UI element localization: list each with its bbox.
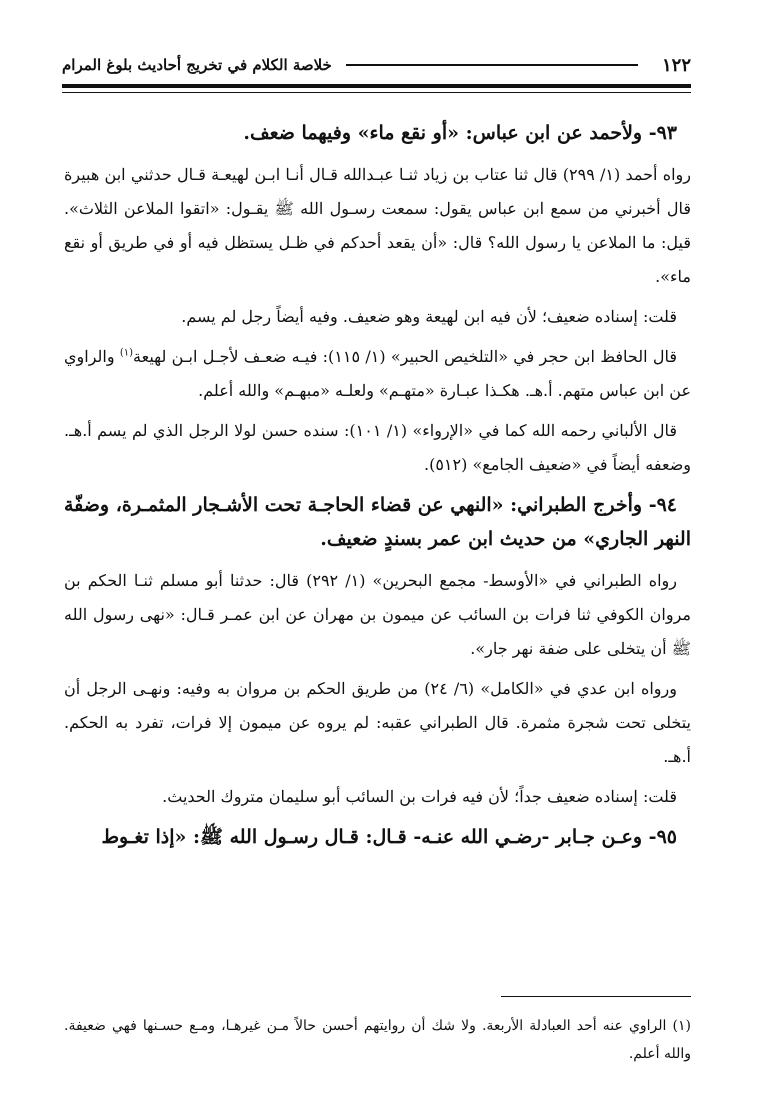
header-divider bbox=[346, 64, 638, 66]
footnotes bbox=[64, 1012, 691, 1068]
ibn-hajar-text-1: قال الحافظ ابن حجر في «التلخيص الحبير» (١/ ١١٥): فيـه ضعـف لأجـل ابـن لهيعة bbox=[133, 347, 677, 366]
page-header bbox=[62, 52, 691, 78]
hadith-94-heading: ٩٤- وأخرج الطبراني: «النهي عن قضاء الحاجـة تحت الأشـجار المثمـرة، وضفّة النهر الجاري» من حديث ابن عمر بسندٍ ضعيف. bbox=[64, 494, 691, 550]
footnote-marker-1: (١) bbox=[119, 347, 134, 359]
paragraph-albani: قال الألباني رحمه الله كما في «الإرواء» (١/ ١٠١): سنده حسن لولا الرجل الذي لم يسم أ.هـ. وضعفه أيضاً في «ضعيف الجامع» (٥١٢). bbox=[64, 421, 691, 474]
running-title: خلاصة الكلام في تخريج أحاديث بلوغ المرام bbox=[62, 56, 332, 74]
paragraph-ibn-hajar bbox=[64, 340, 691, 408]
ibn-hajar-text-2: والراوي عن ابن عباس متهم. أ.هـ. هكـذا عبـارة «متهـم» ولعلـه «مبهـم» والله أعلم. bbox=[64, 347, 691, 400]
hadith-95-heading: ٩٥- وعـن جـابر -رضـي الله عنـه- قـال: قـال رسـول الله ﷺ: «إذا تغـوط bbox=[101, 826, 677, 848]
header-rule-thick bbox=[62, 84, 691, 88]
paragraph-grading-94: قلت: إسناده ضعيف جداً؛ لأن فيه فرات بن السائب أبو سليمان متروك الحديث. bbox=[162, 787, 677, 806]
header-rule-thin bbox=[62, 92, 691, 93]
paragraph-ibn-adi: ورواه ابن عدي في «الكامل» (٦/ ٢٤) من طريق الحكم بن مروان به وفيه: ونهـى الرجل أن يتخلى تحت شجرة مثمرة. قال الطبراني عقبه: لم يروه عن ميمون إلا فرات، تفرد به الحكم. أ.هـ. bbox=[64, 679, 692, 766]
main-text bbox=[64, 116, 691, 862]
page-number: ١٢٢ bbox=[661, 54, 691, 76]
footnote-divider bbox=[501, 996, 691, 997]
footnote-1: (١) الراوي عنه أحد العبادلة الأربعة. ولا شك أن روايتهم أحسن حالاً مـن غيرهـا، ومـع حسـنها فهي ضعيفة. والله أعلم. bbox=[64, 1018, 691, 1062]
paragraph-tabarani: رواه الطبراني في «الأوسط- مجمع البحرين» (١/ ٢٩٢) قال: حدثنا أبو مسلم ثنـا الحكم بن مروان الكوفي ثنا فرات بن السائب عن ميمون بن مهران عن ابن عمـر قـال: «نهى رسول الله ﷺ أن يتخلى على ضفة نهر جار». bbox=[64, 571, 691, 658]
paragraph-grading-93: قلت: إسناده ضعيف؛ لأن فيه ابن لهيعة وهو ضعيف. وفيه أيضاً رجل لم يسم. bbox=[181, 307, 677, 326]
paragraph-narration-ahmad: رواه أحمد (١/ ٢٩٩) قال ثنا عتاب بن زياد ثنـا عبـدالله قـال أنـا ابـن لهيعـة قـال حدثني ابن هبيرة قال أخبرني من سمع ابن عباس يقول: سمعت رسـول الله ﷺ يقـول: «اتقوا الملاعن الثلاث». قيل: ما الملاعن يا رسول الله؟ قال: «أن يقعد أحدكم في ظـل يستظل فيه أو في طريق أو نقع ماء». bbox=[64, 165, 692, 286]
hadith-93-heading: ٩٣- ولأحمد عن ابن عباس: «أو نقع ماء» وفيهما ضعف. bbox=[243, 122, 677, 144]
